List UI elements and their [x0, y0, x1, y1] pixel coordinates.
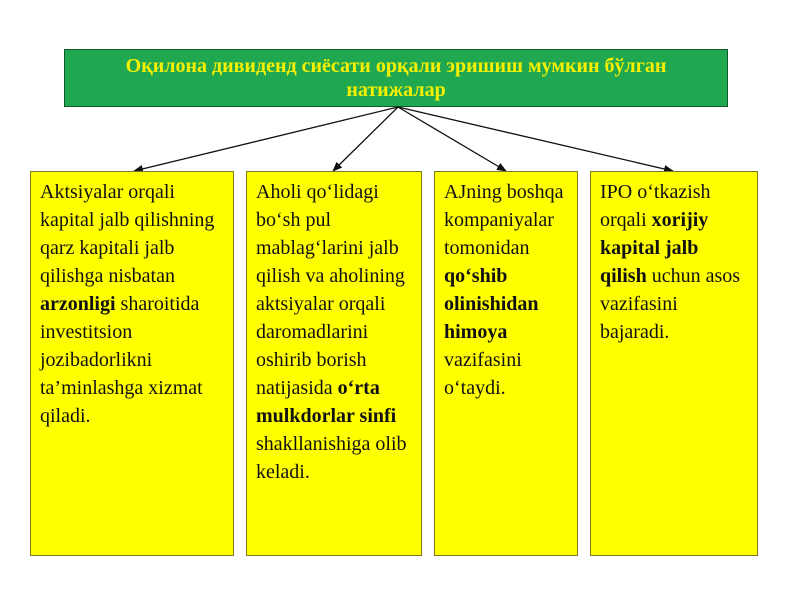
card-3-text-end: vazifasini o‘taydi. — [444, 349, 522, 399]
arrow-to-card-2 — [333, 107, 398, 171]
card-3-emphasis: qo‘shib olinishidan himoya — [444, 265, 539, 343]
result-card-1 — [30, 171, 234, 556]
card-1-emphasis: arzonligi — [40, 293, 116, 315]
card-4-text-end: uchun asos vazifasini bajaradi. — [600, 265, 741, 343]
arrow-to-card-3 — [398, 107, 506, 171]
card-1-text: Aktsiyalar orqali kapital jalb qilishning qarz kapitali jalb qilishga nisbatan — [40, 181, 215, 287]
diagram-title: Оқилона дивиденд сиёсати орқали эришиш мумкин бўлган натижалар — [125, 55, 667, 101]
arrow-to-card-4 — [398, 107, 673, 171]
arrow-to-card-1 — [134, 107, 398, 171]
result-card-3 — [434, 171, 578, 556]
card-1-text-end: sharoitida investitsion jozibadorlikni ta’minlashga xizmat qiladi. — [40, 293, 203, 427]
result-card-2 — [246, 171, 422, 556]
card-4-text: IPO o‘tkazish orqali — [600, 181, 711, 231]
card-2-text: Aholi qo‘lidagi bo‘sh pul mablag‘larini jalb qilish va aholining aktsiyalar orqali daromadlarini oshirib borish natijasida — [256, 181, 405, 399]
card-3-text: AJning boshqa kompaniyalar tomonidan — [444, 181, 564, 259]
card-2-emphasis: o‘rta mulkdorlar sinfi — [256, 377, 397, 427]
result-card-4 — [590, 171, 758, 556]
card-2-text-end: shakllanishiga olib keladi. — [256, 433, 407, 483]
card-4-emphasis: xorijiy kapital jalb qilish — [600, 209, 709, 287]
